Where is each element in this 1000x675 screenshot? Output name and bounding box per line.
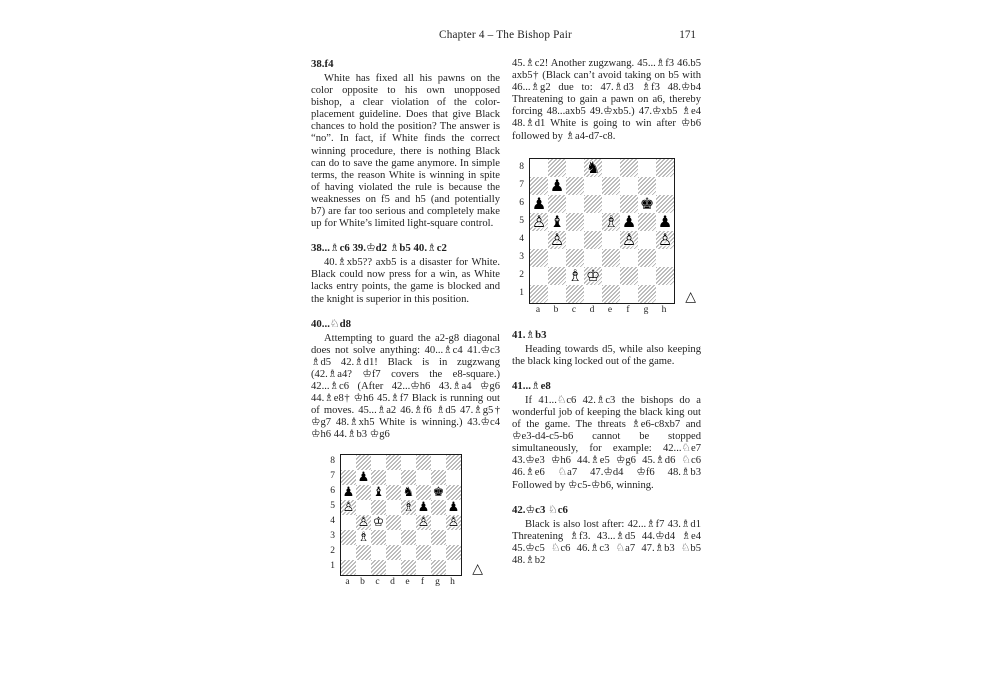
square-h7 [446, 470, 461, 485]
square-a5 [341, 500, 356, 515]
square-e4 [602, 231, 620, 249]
square-b8 [356, 455, 371, 470]
page-header [311, 29, 700, 45]
square-a8 [530, 159, 548, 177]
square-f5 [620, 213, 638, 231]
square-g5 [431, 500, 446, 515]
square-e4 [401, 515, 416, 530]
square-g6 [431, 485, 446, 500]
file-labels [529, 304, 675, 317]
square-c2 [566, 267, 584, 285]
square-b5 [548, 213, 566, 231]
white-to-move-icon: △ [472, 561, 483, 578]
square-g3 [638, 249, 656, 267]
square-c1 [566, 285, 584, 303]
left-column [311, 58, 500, 589]
square-b6 [548, 195, 566, 213]
square-b4 [356, 515, 371, 530]
file-label-c: c [375, 577, 380, 588]
black-pawn-b7: ♟ [549, 175, 565, 195]
square-b6 [356, 485, 371, 500]
square-a3 [341, 530, 356, 545]
square-g2 [638, 267, 656, 285]
rank-label-8: 8 [330, 456, 335, 467]
square-e5 [401, 500, 416, 515]
square-d4 [584, 231, 602, 249]
rank-labels [327, 454, 340, 576]
square-h3 [656, 249, 674, 267]
paragraph-variation-continuation: 45.♗c2! Another zugzwang. 45...♗f3 46.b5 axb5† (Black can’t avoid taking on b5 with 46...♗g2 due to: 47.♗d3 ♗f3 48.♔b4 Threatening to gain a pawn on a6, thereby forcing 48...axb5 49.♔xb5.) 47.♔xb5 ♗e4 48.♗d1 White is going to win after ♔b6 followed by ♗a4-d7-c8. [512, 58, 701, 142]
square-d6 [584, 195, 602, 213]
file-label-h: h [661, 304, 667, 315]
square-a3 [530, 249, 548, 267]
square-e8 [401, 455, 416, 470]
square-a2 [530, 267, 548, 285]
rank-label-5: 5 [519, 215, 524, 226]
square-h7 [656, 177, 674, 195]
square-c8 [371, 455, 386, 470]
square-d8 [584, 159, 602, 177]
white-pawn-a5: ♙ [342, 500, 355, 516]
square-g2 [431, 545, 446, 560]
square-f3 [416, 530, 431, 545]
chess-board-2 [529, 158, 675, 304]
square-g7 [431, 470, 446, 485]
file-label-g: g [643, 304, 649, 315]
file-label-f: f [420, 577, 425, 588]
square-a2 [341, 545, 356, 560]
square-f2 [416, 545, 431, 560]
square-h6 [656, 195, 674, 213]
square-c7 [371, 470, 386, 485]
rank-label-3: 3 [519, 251, 524, 262]
paragraph-41bb3-commentary: Heading towards d5, while also keeping the black king locked out of the game. [512, 343, 701, 367]
square-f4 [416, 515, 431, 530]
file-label-e: e [405, 577, 410, 588]
square-f1 [416, 560, 431, 575]
square-b1 [548, 285, 566, 303]
square-c8 [566, 159, 584, 177]
square-h5 [656, 213, 674, 231]
square-f3 [620, 249, 638, 267]
move-heading-38f4: 38.f4 [311, 58, 334, 70]
square-d7 [386, 470, 401, 485]
white-pawn-b4: ♙ [549, 229, 565, 249]
file-label-a: a [535, 304, 541, 315]
square-g1 [431, 560, 446, 575]
file-label-h: h [450, 577, 455, 588]
square-a4 [341, 515, 356, 530]
square-d3 [386, 530, 401, 545]
square-f7 [416, 470, 431, 485]
square-g8 [638, 159, 656, 177]
square-g6 [638, 195, 656, 213]
square-f8 [620, 159, 638, 177]
square-h2 [656, 267, 674, 285]
square-f2 [620, 267, 638, 285]
square-d5 [584, 213, 602, 231]
square-d8 [386, 455, 401, 470]
square-b3 [356, 530, 371, 545]
rank-label-4: 4 [330, 516, 335, 527]
square-b2 [548, 267, 566, 285]
white-bishop-c2: ♗ [567, 265, 583, 285]
white-king-c4: ♔ [372, 515, 385, 531]
board-row [327, 454, 462, 576]
square-c6 [566, 195, 584, 213]
square-g4 [431, 515, 446, 530]
square-g7 [638, 177, 656, 195]
square-b8 [548, 159, 566, 177]
square-c5 [566, 213, 584, 231]
white-bishop-b3: ♗ [357, 530, 370, 546]
square-f7 [620, 177, 638, 195]
square-c4 [371, 515, 386, 530]
move-heading-41be8: 41...♗e8 [512, 379, 551, 392]
square-h1 [656, 285, 674, 303]
square-a4 [530, 231, 548, 249]
square-d1 [584, 285, 602, 303]
chess-diagram-game-position [516, 158, 697, 317]
file-label-b: b [360, 577, 365, 588]
rank-label-2: 2 [330, 546, 335, 557]
square-b1 [356, 560, 371, 575]
square-a8 [341, 455, 356, 470]
white-bishop-e5: ♗ [603, 211, 619, 231]
file-label-e: e [607, 304, 613, 315]
rank-label-4: 4 [519, 233, 524, 244]
square-h2 [446, 545, 461, 560]
square-a5 [530, 213, 548, 231]
rank-labels [516, 158, 529, 304]
square-a1 [341, 560, 356, 575]
black-pawn-a6: ♟ [531, 193, 547, 213]
square-c3 [566, 249, 584, 267]
square-c3 [371, 530, 386, 545]
paragraph-42kc3-commentary: Black is also lost after: 42...♗f7 43.♗d1 Threatening ♗f3. 43...♗d5 44.♔d4 ♗e4 45.♔c5 ♘c6 46.♗c3 ♘a7 47.♗b3 ♘b5 48.♗b2 [512, 518, 701, 566]
square-h5 [446, 500, 461, 515]
board-row [516, 158, 675, 304]
square-e8 [602, 159, 620, 177]
square-c6 [371, 485, 386, 500]
paragraph-40nd8-commentary: Attempting to guard the a2-g8 diagonal does not solve anything: 40...♗c4 41.♔c3 ♗d5 42.♗d1! Black is in zugzwang (42.♗a4? ♔f7 covers the e8-square.) 42...♗c6 (After 42...♔h6 43.♗a4 ♔g6 44.♗e8† ♔h6 45.♗f7 Black is running out of moves. 45...♗a2 46.♗f6 ♗d5 47.♗g5† ♔g7 48.♗xh5 White is winning.) 43.♔c4 ♔h6 44.♗b3 ♔g6 [311, 332, 500, 441]
white-king-d2: ♔ [585, 265, 601, 285]
white-pawn-b4: ♙ [357, 515, 370, 531]
square-e1 [602, 285, 620, 303]
square-b2 [356, 545, 371, 560]
square-e7 [602, 177, 620, 195]
square-g1 [638, 285, 656, 303]
square-e2 [401, 545, 416, 560]
black-bishop-c6: ♝ [372, 485, 385, 501]
paragraph-38bc6-commentary: 40.♗xb5?? axb5 is a disaster for White. Black could now press for a win, as White lacks entry points, the game is blocked and the knight is superior in this position. [311, 257, 500, 305]
square-e3 [401, 530, 416, 545]
square-h8 [446, 455, 461, 470]
rank-label-6: 6 [330, 486, 335, 497]
square-d3 [584, 249, 602, 267]
black-king-g6: ♚ [639, 193, 655, 213]
white-to-move-icon: △ [685, 288, 696, 305]
file-labels [340, 576, 462, 589]
paragraph-38f4-commentary: White has fixed all his pawns on the color opposite to his own unopposed bishop, a clear violation of the color-placement guideline. Does that give Black chances to hold the position? The answer is “no”. In fact, if White finds the correct winning procedure, there is nothing Black can do to save the game anymore. In simple terms, the reason White is winning in spite of having violated the rule is because the weaknesses on f5 and h5 (and potentially b7) are far too serious and completely make up for White’s limited light-square control. [311, 73, 500, 230]
square-e7 [401, 470, 416, 485]
move-heading-38bc6: 38...♗c6 39.♔d2 ♗b5 40.♗c2 [311, 242, 447, 255]
square-c1 [371, 560, 386, 575]
file-label-c: c [571, 304, 577, 315]
rank-label-8: 8 [519, 161, 524, 172]
square-g5 [638, 213, 656, 231]
file-label-d: d [589, 304, 595, 315]
right-column [512, 58, 701, 567]
white-pawn-f4: ♙ [417, 515, 430, 531]
square-h1 [446, 560, 461, 575]
white-pawn-f4: ♙ [621, 229, 637, 249]
square-b3 [548, 249, 566, 267]
file-label-b: b [553, 304, 559, 315]
square-a7 [530, 177, 548, 195]
square-c4 [566, 231, 584, 249]
square-b5 [356, 500, 371, 515]
move-heading-42kc3: 42.♔c3 ♘c6 [512, 503, 568, 516]
white-pawn-a5: ♙ [531, 211, 547, 231]
square-e5 [602, 213, 620, 231]
square-f6 [416, 485, 431, 500]
square-c7 [566, 177, 584, 195]
square-d4 [386, 515, 401, 530]
square-d2 [386, 545, 401, 560]
square-f5 [416, 500, 431, 515]
black-pawn-f5: ♟ [417, 500, 430, 516]
square-e3 [602, 249, 620, 267]
square-h8 [656, 159, 674, 177]
black-knight-e6: ♞ [402, 485, 415, 501]
rank-label-1: 1 [330, 561, 335, 572]
square-a6 [341, 485, 356, 500]
file-label-f: f [626, 304, 630, 315]
square-h4 [446, 515, 461, 530]
square-d7 [584, 177, 602, 195]
square-h6 [446, 485, 461, 500]
black-pawn-h5: ♟ [447, 500, 460, 516]
square-f6 [620, 195, 638, 213]
square-f1 [620, 285, 638, 303]
square-f4 [620, 231, 638, 249]
black-knight-d8: ♞ [585, 157, 601, 177]
file-label-a: a [345, 577, 350, 588]
square-d2 [584, 267, 602, 285]
square-c5 [371, 500, 386, 515]
rank-label-6: 6 [519, 197, 524, 208]
square-b7 [356, 470, 371, 485]
square-g4 [638, 231, 656, 249]
square-h3 [446, 530, 461, 545]
square-d5 [386, 500, 401, 515]
white-pawn-h4: ♙ [657, 229, 673, 249]
square-g3 [431, 530, 446, 545]
rank-label-2: 2 [519, 269, 524, 280]
black-pawn-h5: ♟ [657, 211, 673, 231]
black-pawn-b7: ♟ [357, 470, 370, 486]
square-b7 [548, 177, 566, 195]
square-e6 [602, 195, 620, 213]
rank-label-3: 3 [330, 531, 335, 542]
square-g8 [431, 455, 446, 470]
rank-label-7: 7 [519, 179, 524, 190]
square-h4 [656, 231, 674, 249]
square-a7 [341, 470, 356, 485]
square-e2 [602, 267, 620, 285]
move-heading-41bb3: 41.♗b3 [512, 328, 547, 341]
square-d6 [386, 485, 401, 500]
square-e6 [401, 485, 416, 500]
square-a6 [530, 195, 548, 213]
square-e1 [401, 560, 416, 575]
page-number: 171 [679, 29, 696, 41]
rank-label-1: 1 [519, 287, 524, 298]
chess-board-1 [340, 454, 462, 576]
chapter-title: Chapter 4 – The Bishop Pair [439, 29, 572, 41]
file-label-d: d [390, 577, 395, 588]
white-pawn-h4: ♙ [447, 515, 460, 531]
rank-label-7: 7 [330, 471, 335, 482]
file-label-g: g [435, 577, 440, 588]
black-pawn-f5: ♟ [621, 211, 637, 231]
square-d1 [386, 560, 401, 575]
black-king-g6: ♚ [432, 485, 445, 501]
rank-label-5: 5 [330, 501, 335, 512]
square-a1 [530, 285, 548, 303]
paragraph-41be8-commentary: If 41...♘c6 42.♗c3 the bishops do a wonderful job of keeping the black king out of the game. The threats ♗e6-c8xb7 and ♔e3-d4-c5-b6 cannot be stopped simultaneously, for example: 42...♘e7 43.♔e3 ♔h6 44.♗e5 ♔g6 45.♗d6 ♘c6 46.♗e6 ♘a7 47.♔d4 ♔f6 48.♗b3 Followed by ♔c5-♔b6, winning. [512, 394, 701, 491]
square-f8 [416, 455, 431, 470]
square-c2 [371, 545, 386, 560]
white-bishop-e5: ♗ [402, 500, 415, 516]
black-pawn-a6: ♟ [342, 485, 355, 501]
square-b4 [548, 231, 566, 249]
chess-diagram-variation [327, 454, 484, 589]
move-heading-40nd8: 40...♘d8 [311, 317, 351, 330]
black-bishop-b5: ♝ [549, 211, 565, 231]
